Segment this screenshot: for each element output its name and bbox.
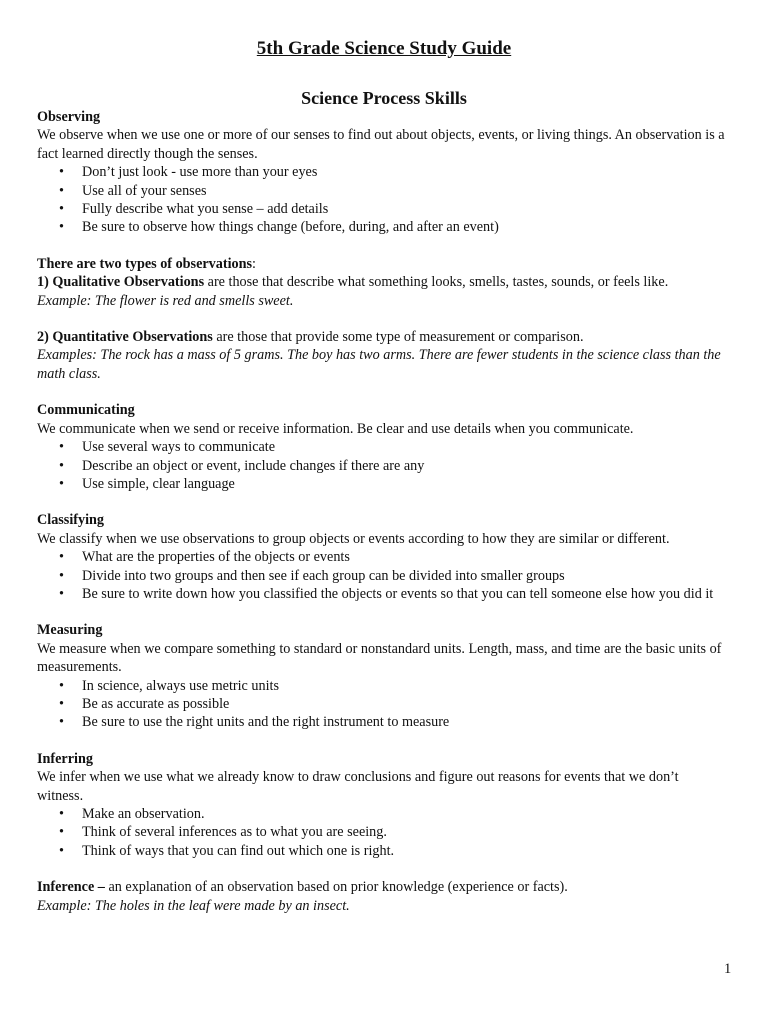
section-paragraph: We observe when we use one or more of our senses to find out about objects, events, or living things. An observation is a fact learned directly though the senses. (37, 127, 725, 162)
section-inferring (37, 750, 727, 860)
bullet-list (37, 677, 727, 732)
list-item: • Fully describe what you sense – add details (59, 201, 329, 218)
page-subtitle: Science Process Skills (301, 88, 467, 108)
bullet-icon: • (59, 201, 64, 218)
qualitative-definition: 1) Qualitative Observations are those that describe what something looks, smells, tastes, sounds, or feels like. (37, 274, 669, 291)
bullet-icon: • (59, 182, 64, 199)
section-heading: Classifying (37, 512, 105, 529)
list-item: • Describe an object or event, include changes if there are any (59, 457, 425, 474)
types-intro: There are two types of observations: (37, 255, 256, 272)
section-heading: Measuring (37, 622, 103, 639)
section-inference (37, 878, 727, 915)
list-item: • Think of ways that you can find out which one is right. (59, 842, 395, 859)
quantitative-example: Examples: The rock has a mass of 5 grams. The boy has two arms. There are fewer students in the science class than the math class. (37, 347, 721, 382)
section-measuring (37, 621, 727, 731)
bullet-icon: • (59, 549, 64, 566)
bullet-icon: • (59, 806, 64, 822)
list-item: • Be sure to use the right units and the right instrument to measure (59, 714, 450, 731)
inference-example: Example: The holes in the leaf were made by an insect. (37, 897, 350, 914)
list-item: • Be sure to observe how things change (before, during, and after an event) (59, 219, 499, 236)
bullet-icon: • (59, 695, 64, 712)
bullet-icon: • (59, 824, 64, 841)
list-item: • Think of several inferences as to what you are seeing. (59, 824, 387, 841)
list-item: • Use several ways to communicate (59, 439, 276, 456)
list-item: • In science, always use metric units (59, 677, 279, 694)
qualitative-example: Example: The flower is red and smells sweet. (37, 292, 294, 309)
inference-definition: Inference – an explanation of an observation based on prior knowledge (experience or facts). (37, 879, 568, 896)
document-body (37, 108, 727, 933)
list-item: • Use simple, clear language (59, 475, 235, 492)
bullet-icon: • (59, 714, 64, 731)
list-item: • Make an observation. (59, 806, 205, 822)
section-observation-types (37, 255, 727, 310)
bullet-icon: • (59, 585, 64, 602)
section-communicating (37, 401, 727, 493)
bullet-icon: • (59, 457, 64, 474)
bullet-icon: • (59, 475, 64, 492)
bullet-icon: • (59, 567, 64, 584)
section-paragraph: We measure when we compare something to standard or nonstandard units. Length, mass, and time are the basic units of measurements. (37, 640, 722, 676)
section-paragraph: We infer when we use what we already know to draw conclusions and figure out reasons for events that we don’t witness. (37, 769, 679, 804)
list-item: • Be sure to write down how you classified the objects or events so that you can tell someone else how you did it (59, 585, 714, 602)
section-classifying (37, 511, 727, 603)
bullet-list (37, 805, 727, 860)
bullet-list (37, 548, 727, 603)
section-heading: Communicating (37, 402, 135, 419)
section-paragraph: We classify when we use observations to group objects or events according to how they are similar or different. (37, 530, 670, 547)
page-number: 1 (724, 961, 732, 977)
bullet-icon: • (59, 677, 64, 694)
section-paragraph: We communicate when we send or receive information. Be clear and use details when you communicate. (37, 420, 634, 437)
list-item: • What are the properties of the objects or events (59, 549, 350, 566)
list-item: • Don’t just look - use more than your eyes (59, 164, 318, 181)
list-item: • Divide into two groups and then see if each group can be divided into smaller groups (59, 567, 565, 584)
section-heading: Observing (37, 109, 101, 125)
bullet-icon: • (59, 439, 64, 456)
bullet-icon: • (59, 164, 64, 181)
bullet-icon: • (59, 842, 64, 859)
bullet-list (37, 438, 727, 493)
list-item: • Use all of your senses (59, 182, 207, 199)
section-observing (37, 108, 727, 237)
section-heading: Inferring (37, 750, 93, 767)
bullet-list (37, 163, 727, 237)
bullet-icon: • (59, 219, 64, 236)
list-item: • Be as accurate as possible (59, 695, 230, 712)
section-quantitative (37, 328, 727, 383)
quantitative-definition: 2) Quantitative Observations are those that provide some type of measurement or comparison. (37, 329, 584, 346)
page-title: 5th Grade Science Study Guide (256, 38, 512, 59)
